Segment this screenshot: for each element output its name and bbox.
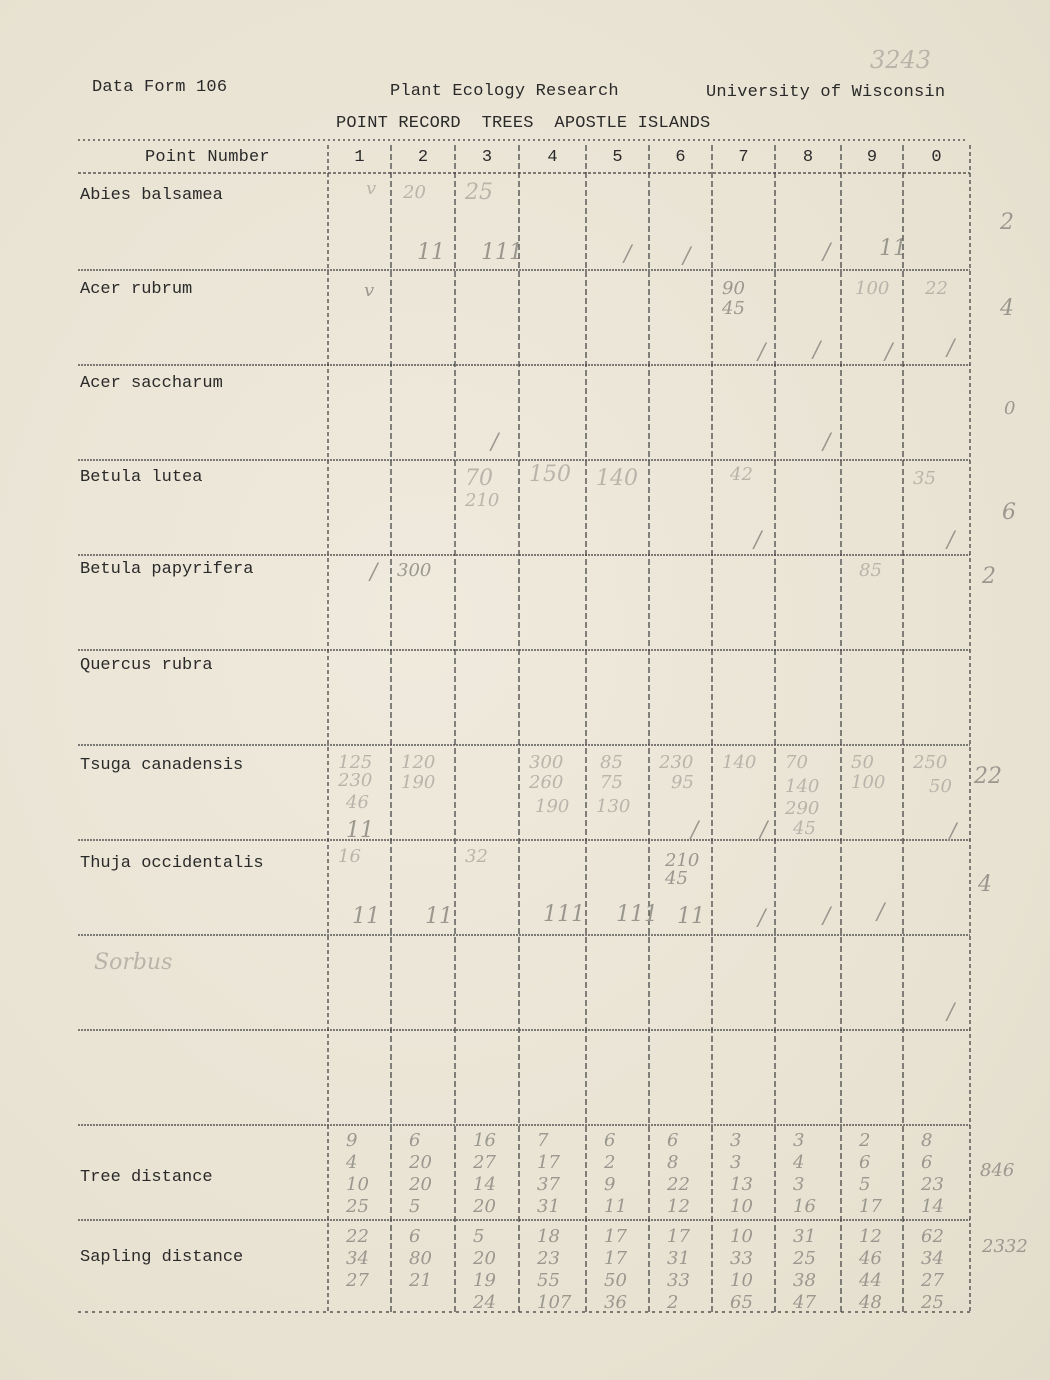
handwritten-value: 45 bbox=[665, 868, 688, 889]
handwritten-value: v bbox=[366, 178, 377, 199]
handwritten-value: 6 bbox=[409, 1130, 421, 1151]
handwritten-value: 18 bbox=[537, 1226, 560, 1247]
handwritten-value: 140 bbox=[596, 466, 638, 491]
handwritten-value: 36 bbox=[604, 1292, 627, 1313]
handwritten-value: 5 bbox=[473, 1226, 485, 1247]
handwritten-value: 100 bbox=[851, 772, 886, 793]
handwritten-value: 22 bbox=[974, 764, 1002, 789]
handwritten-value: 4 bbox=[346, 1152, 358, 1173]
handwritten-value: 27 bbox=[346, 1270, 369, 1291]
handwritten-value: 6 bbox=[921, 1152, 933, 1173]
handwritten-value: 210 bbox=[465, 490, 500, 511]
handwritten-value: / bbox=[947, 336, 955, 361]
row-label: Abies balsamea bbox=[80, 186, 223, 205]
handwritten-page-number: 3243 bbox=[870, 46, 932, 74]
handwritten-value: 95 bbox=[671, 772, 694, 793]
handwritten-value: 16 bbox=[473, 1130, 496, 1151]
handwritten-value: 20 bbox=[409, 1174, 432, 1195]
handwritten-value: 5 bbox=[859, 1174, 871, 1195]
point-number-0: 0 bbox=[931, 148, 942, 167]
handwritten-value: / bbox=[823, 904, 831, 929]
handwritten-value: 11 bbox=[352, 904, 380, 929]
handwritten-value: 90 bbox=[722, 278, 745, 299]
handwritten-value: 11 bbox=[677, 904, 705, 929]
handwritten-value: 9 bbox=[604, 1174, 616, 1195]
handwritten-value: / bbox=[758, 340, 766, 365]
handwritten-value: / bbox=[823, 240, 831, 265]
handwritten-value: 34 bbox=[921, 1248, 944, 1269]
handwritten-value: 111 bbox=[543, 902, 585, 927]
handwritten-value: 62 bbox=[921, 1226, 944, 1247]
handwritten-value: 85 bbox=[859, 560, 882, 581]
handwritten-value: 23 bbox=[921, 1174, 944, 1195]
handwritten-value: 27 bbox=[921, 1270, 944, 1291]
form-id: Data Form 106 bbox=[92, 78, 228, 97]
handwritten-value: 2 bbox=[604, 1152, 616, 1173]
handwritten-value: 25 bbox=[921, 1292, 944, 1313]
handwritten-value: 31 bbox=[667, 1248, 690, 1269]
handwritten-value: 190 bbox=[535, 796, 570, 817]
handwritten-value: 7 bbox=[537, 1130, 549, 1151]
handwritten-value: 46 bbox=[859, 1248, 882, 1269]
handwritten-value: 35 bbox=[913, 468, 936, 489]
handwritten-value: / bbox=[947, 528, 955, 553]
handwritten-value: 20 bbox=[473, 1248, 496, 1269]
point-number-3: 3 bbox=[481, 148, 493, 167]
handwritten-value: 111 bbox=[616, 902, 658, 927]
point-number-2: 2 bbox=[417, 148, 429, 167]
handwritten-value: 17 bbox=[859, 1196, 882, 1217]
handwritten-value: 70 bbox=[465, 466, 493, 491]
handwritten-value: 20 bbox=[473, 1196, 496, 1217]
handwritten-value: 9 bbox=[346, 1130, 358, 1151]
handwritten-value: 300 bbox=[397, 560, 432, 581]
handwritten-value: 2 bbox=[859, 1130, 871, 1151]
handwritten-value: 100 bbox=[855, 278, 890, 299]
handwritten-value: / bbox=[754, 528, 762, 553]
row-label: Acer saccharum bbox=[80, 374, 223, 393]
handwritten-value: 230 bbox=[659, 752, 694, 773]
handwritten-value: 31 bbox=[537, 1196, 560, 1217]
row-label: Acer rubrum bbox=[80, 280, 193, 299]
row-label: Tree distance bbox=[80, 1168, 213, 1187]
point-number-4: 4 bbox=[547, 148, 558, 167]
handwritten-value: 125 bbox=[338, 752, 373, 773]
handwritten-value: 25 bbox=[793, 1248, 816, 1269]
handwritten-value: 3 bbox=[730, 1152, 742, 1173]
handwritten-value: 230 bbox=[338, 770, 373, 791]
handwritten-value: 31 bbox=[793, 1226, 816, 1247]
handwritten-value: 47 bbox=[793, 1292, 816, 1313]
handwritten-value: 13 bbox=[730, 1174, 753, 1195]
handwritten-value: 190 bbox=[401, 772, 436, 793]
handwritten-value: 300 bbox=[529, 752, 564, 773]
handwritten-value: 6 bbox=[859, 1152, 871, 1173]
handwritten-value: 48 bbox=[859, 1292, 882, 1313]
handwritten-value: 37 bbox=[537, 1174, 560, 1195]
handwritten-value: 42 bbox=[730, 464, 753, 485]
handwritten-value: Sorbus bbox=[94, 950, 173, 975]
handwritten-value: 8 bbox=[667, 1152, 679, 1173]
handwritten-value: 11 bbox=[425, 904, 453, 929]
handwritten-value: / bbox=[491, 430, 499, 455]
handwritten-value: 22 bbox=[667, 1174, 690, 1195]
handwritten-value: 10 bbox=[730, 1196, 753, 1217]
point-number-1: 1 bbox=[354, 148, 365, 167]
handwritten-value: 4 bbox=[793, 1152, 805, 1173]
handwritten-value: 2332 bbox=[982, 1236, 1028, 1257]
handwritten-value: 12 bbox=[859, 1226, 882, 1247]
handwritten-value: 34 bbox=[346, 1248, 369, 1269]
point-number-label: Point Number bbox=[145, 148, 270, 167]
handwritten-value: 846 bbox=[980, 1160, 1015, 1181]
handwritten-value: 2 bbox=[1000, 210, 1014, 235]
handwritten-value: 2 bbox=[667, 1292, 679, 1313]
handwritten-value: 14 bbox=[473, 1174, 496, 1195]
handwritten-value: 11 bbox=[346, 818, 374, 843]
handwritten-value: 27 bbox=[473, 1152, 496, 1173]
handwritten-value: 4 bbox=[1000, 296, 1014, 321]
handwritten-value: 44 bbox=[859, 1270, 882, 1291]
handwritten-value: 20 bbox=[409, 1152, 432, 1173]
handwritten-value: 45 bbox=[793, 818, 816, 839]
handwritten-value: 290 bbox=[785, 798, 820, 819]
handwritten-value: 25 bbox=[465, 180, 493, 205]
handwritten-value: / bbox=[691, 818, 699, 843]
handwritten-value: 8 bbox=[921, 1130, 933, 1151]
handwritten-value: 150 bbox=[529, 462, 571, 487]
handwritten-value: 10 bbox=[730, 1270, 753, 1291]
handwritten-value: / bbox=[877, 900, 885, 925]
handwritten-value: v bbox=[364, 280, 375, 301]
handwritten-value: 50 bbox=[851, 752, 874, 773]
handwritten-value: 107 bbox=[537, 1292, 572, 1313]
handwritten-value: 210 bbox=[665, 850, 700, 871]
handwritten-value: 50 bbox=[604, 1270, 627, 1291]
handwritten-value: 140 bbox=[785, 776, 820, 797]
handwritten-value: 10 bbox=[346, 1174, 369, 1195]
handwritten-value: / bbox=[760, 818, 768, 843]
handwritten-value: 17 bbox=[537, 1152, 560, 1173]
handwritten-value: 10 bbox=[730, 1226, 753, 1247]
handwritten-value: 4 bbox=[978, 872, 992, 897]
point-number-9: 9 bbox=[866, 148, 878, 167]
handwritten-value: 45 bbox=[722, 298, 745, 319]
handwritten-value: 17 bbox=[604, 1248, 627, 1269]
row-label: Quercus rubra bbox=[80, 656, 213, 675]
handwritten-value: / bbox=[823, 430, 831, 455]
department: Plant Ecology Research bbox=[390, 82, 619, 101]
handwritten-value: 24 bbox=[473, 1292, 496, 1313]
row-label: Betula papyrifera bbox=[80, 560, 254, 579]
handwritten-value: 6 bbox=[667, 1130, 679, 1151]
handwritten-value: 32 bbox=[465, 846, 488, 867]
handwritten-value: 11 bbox=[417, 240, 445, 265]
handwritten-value: 75 bbox=[600, 772, 623, 793]
handwritten-value: 22 bbox=[346, 1226, 369, 1247]
handwritten-value: 22 bbox=[925, 278, 948, 299]
handwritten-value: 80 bbox=[409, 1248, 432, 1269]
row-label: Betula lutea bbox=[80, 468, 203, 487]
handwritten-value: 260 bbox=[529, 772, 564, 793]
handwritten-value: 0 bbox=[1004, 398, 1016, 419]
handwritten-value: 65 bbox=[730, 1292, 753, 1313]
handwritten-value: 11 bbox=[604, 1196, 627, 1217]
handwritten-value: 6 bbox=[1002, 500, 1016, 525]
handwritten-value: 3 bbox=[793, 1130, 805, 1151]
handwritten-value: 6 bbox=[409, 1226, 421, 1247]
handwritten-value: 17 bbox=[667, 1226, 690, 1247]
handwritten-value: 5 bbox=[409, 1196, 421, 1217]
handwritten-value: 120 bbox=[401, 752, 436, 773]
handwritten-value: 20 bbox=[403, 182, 426, 203]
handwritten-value: 12 bbox=[667, 1196, 690, 1217]
point-number-6: 6 bbox=[675, 148, 686, 167]
handwritten-value: / bbox=[758, 906, 766, 931]
handwritten-value: / bbox=[949, 820, 957, 845]
institution: University of Wisconsin bbox=[706, 83, 946, 102]
handwritten-value: 16 bbox=[338, 846, 361, 867]
row-label: Sapling distance bbox=[80, 1248, 244, 1267]
point-number-7: 7 bbox=[738, 148, 749, 167]
handwritten-value: 55 bbox=[537, 1270, 560, 1291]
handwritten-value: 3 bbox=[730, 1130, 742, 1151]
handwritten-value: / bbox=[683, 244, 691, 269]
point-number-8: 8 bbox=[802, 148, 814, 167]
handwritten-value: / bbox=[885, 340, 893, 365]
handwritten-value: 38 bbox=[793, 1270, 816, 1291]
handwritten-value: 85 bbox=[600, 752, 623, 773]
handwritten-value: / bbox=[813, 338, 821, 363]
handwritten-value: 250 bbox=[913, 752, 948, 773]
handwritten-value: 70 bbox=[785, 752, 808, 773]
point-number-5: 5 bbox=[612, 148, 623, 167]
handwritten-value: / bbox=[370, 560, 378, 585]
handwritten-value: 23 bbox=[537, 1248, 560, 1269]
handwritten-value: 46 bbox=[346, 792, 369, 813]
handwritten-value: 21 bbox=[409, 1270, 432, 1291]
handwritten-value: 50 bbox=[929, 776, 952, 797]
handwritten-value: / bbox=[947, 1000, 955, 1025]
handwritten-value: 130 bbox=[596, 796, 631, 817]
handwritten-value: 6 bbox=[604, 1130, 616, 1151]
handwritten-value: 17 bbox=[604, 1226, 627, 1247]
handwritten-value: 140 bbox=[722, 752, 757, 773]
handwritten-value: 16 bbox=[793, 1196, 816, 1217]
row-label: Tsuga canadensis bbox=[80, 756, 244, 775]
handwritten-value: 2 bbox=[982, 564, 996, 589]
row-label: Thuja occidentalis bbox=[80, 854, 264, 873]
form-title: POINT RECORD TREES APOSTLE ISLANDS bbox=[336, 114, 711, 133]
handwritten-value: 11 bbox=[879, 236, 907, 261]
handwritten-value: 3 bbox=[793, 1174, 805, 1195]
handwritten-value: 19 bbox=[473, 1270, 496, 1291]
handwritten-value: 33 bbox=[730, 1248, 753, 1269]
handwritten-value: / bbox=[624, 242, 632, 267]
handwritten-value: 14 bbox=[921, 1196, 944, 1217]
handwritten-value: 25 bbox=[346, 1196, 369, 1217]
handwritten-value: 33 bbox=[667, 1270, 690, 1291]
handwritten-value: 111 bbox=[481, 240, 523, 265]
